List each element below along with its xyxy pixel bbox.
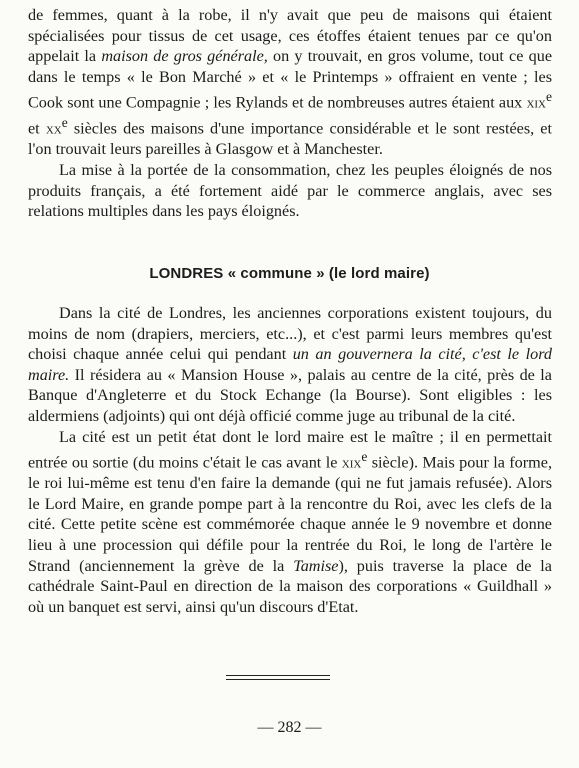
paragraph: La mise à la portée de la consommation, chez les peuples éloignés de nos produits français, a été fortement aidé par le commerce anglais, avec ses relations multiples dans les pays éloignés. bbox=[28, 160, 552, 221]
superscript: e bbox=[361, 449, 368, 465]
heading-subtitle: « commune » (le lord maire) bbox=[223, 265, 430, 282]
text-run: de femmes, quant à la robe, il n'y avait que peu de maisons qui étaient spécialisées pour tissus de cet usage, ces étoffes étaient tenues par ce qu'on appelait la bbox=[28, 6, 552, 66]
italic-text: Tamise bbox=[293, 556, 339, 575]
text-run: Dans la cité de Londres, les anciennes corporations existent toujours, du moins de nom (drapiers, merciers, etc...), et c'est parmi leurs membres qu'est choisi chaque année celui qui pendant bbox=[28, 304, 552, 364]
heading-city: LONDRES bbox=[149, 265, 224, 282]
text-run: siècles des maisons d'une importance considérable et le sont restées, et l'on trouvait leurs pareilles à Glasgow et à Manchester. bbox=[28, 119, 552, 159]
page-number: — 282 — bbox=[257, 719, 322, 736]
century-numeral: xx bbox=[45, 119, 62, 138]
text-section-2 bbox=[28, 303, 552, 617]
paragraph bbox=[28, 303, 552, 427]
text-run: et bbox=[28, 119, 46, 138]
century-numeral: xix bbox=[526, 93, 546, 112]
italic-text: un an gouvernera la cité, c'est le lord maire. bbox=[28, 345, 552, 384]
superscript: e bbox=[546, 89, 552, 105]
superscript: e bbox=[61, 115, 68, 131]
text-run: ), puis traverse la place de la cathédrale Saint-Paul en direction de la maison des corporations « Guildhall » où un banquet est servi, ainsi qu'un discours d'Etat. bbox=[28, 556, 552, 616]
text-run: on y trouvait, en gros volume, tout ce que dans le temps « le Bon Marché » et « le Printemps » offraient en vente ; les Cook sont une Compagnie ; les Rylands et de nombreuses autres étaient aux bbox=[28, 47, 553, 112]
century-numeral: xix bbox=[341, 453, 362, 472]
text-run: La cité est un petit état dont le lord maire est le maître ; il en permettait entrée ou sortie (du moins c'était le cas avant le bbox=[28, 427, 552, 472]
paragraph-continued bbox=[28, 5, 552, 160]
paragraph bbox=[28, 427, 552, 618]
text-run: siècle). Mais pour la forme, le roi lui-même est tenu d'en faire la demande (qui ne fut jamais refusée). Alors le Lord Maire, en grande pompe part à la rencontre du Roi, avec les clefs de la cité. Cette petite scène est commémorée chaque année le 9 novembre et donne lieu à une procession qui défile pour la rentrée du Roi, le long de l'artère le Strand (anciennement la grève de la bbox=[28, 453, 552, 575]
italic-text: maison de gros générale, bbox=[101, 47, 268, 66]
section-heading bbox=[0, 265, 579, 282]
text-section-1 bbox=[28, 5, 552, 222]
double-rule-divider bbox=[226, 675, 330, 680]
text-run: Il résidera au « Mansion House », palais au centre de la cité, près de la Banque d'Angleterre et du Stock Echange (la Bourse). Sont eligibles : les aldermiens (adjoints) qui ont déjà officié comme juge au tribunal de la cité. bbox=[28, 365, 552, 425]
